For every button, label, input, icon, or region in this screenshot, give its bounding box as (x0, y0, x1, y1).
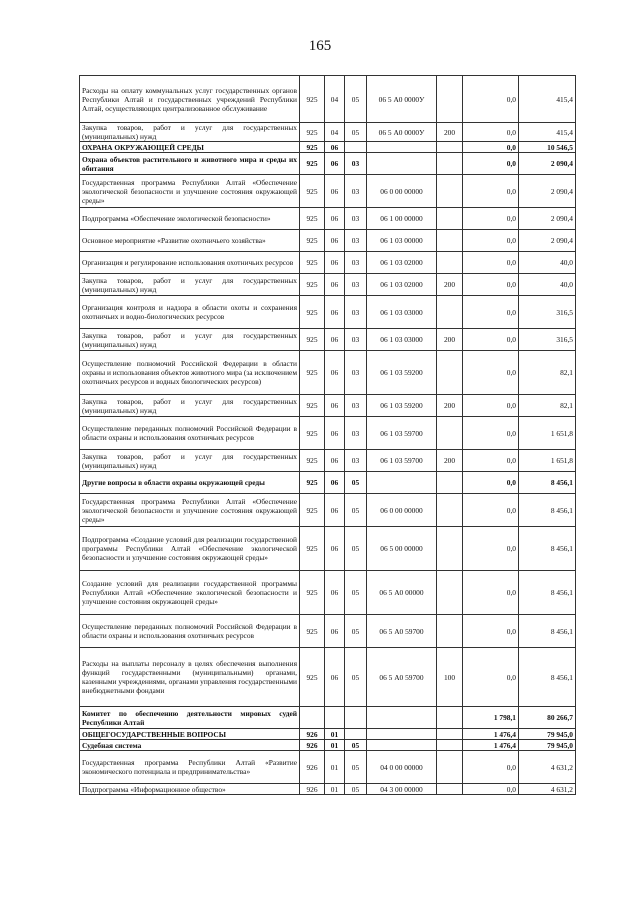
row-amount-1: 0,0 (463, 648, 519, 707)
row-subsection-code: 03 (345, 450, 367, 472)
table-row (80, 740, 576, 751)
row-expense-type (437, 740, 463, 751)
table-row (80, 274, 576, 296)
row-ministry-code: 925 (300, 329, 325, 351)
table-row (80, 450, 576, 472)
row-target-article: 06 5 А0 0000У (367, 123, 437, 142)
row-subsection-code: 05 (345, 740, 367, 751)
row-section-code: 06 (325, 296, 345, 329)
row-section-code: 06 (325, 417, 345, 450)
table-row (80, 296, 576, 329)
row-amount-2: 415,4 (519, 123, 576, 142)
row-subsection-code: 03 (345, 395, 367, 417)
row-amount-1: 0,0 (463, 142, 519, 153)
row-ministry-code: 925 (300, 230, 325, 252)
row-expense-type (437, 527, 463, 571)
row-amount-1: 0,0 (463, 784, 519, 795)
row-expense-type: 100 (437, 648, 463, 707)
table-row (80, 648, 576, 707)
row-target-article: 06 1 03 03000 (367, 296, 437, 329)
row-section-code: 01 (325, 740, 345, 751)
row-target-article: 06 5 00 00000 (367, 527, 437, 571)
table-row (80, 751, 576, 784)
table-row (80, 472, 576, 494)
row-ministry-code: 925 (300, 417, 325, 450)
row-expense-type: 200 (437, 274, 463, 296)
table-row (80, 707, 576, 729)
row-amount-1: 1 798,1 (463, 707, 519, 729)
row-ministry-code: 925 (300, 142, 325, 153)
table-row (80, 329, 576, 351)
row-target-article (367, 153, 437, 175)
row-subsection-code: 05 (345, 571, 367, 615)
row-expense-type: 200 (437, 329, 463, 351)
row-name: Основное мероприятие «Развитие охотничьего хозяйства» (80, 230, 300, 252)
row-subsection-code: 03 (345, 329, 367, 351)
row-section-code: 01 (325, 751, 345, 784)
row-amount-2: 82,1 (519, 395, 576, 417)
row-amount-1: 0,0 (463, 417, 519, 450)
row-amount-2: 415,4 (519, 76, 576, 123)
row-name: Расходы на выплаты персоналу в целях обеспечения выполнения функций государственными (муниципальными) органами, казенными учреждениями, органами управления государственными внебюджетными фондами (80, 648, 300, 707)
row-subsection-code (345, 142, 367, 153)
row-subsection-code: 05 (345, 648, 367, 707)
row-target-article: 06 5 А0 59700 (367, 615, 437, 648)
row-target-article: 06 1 03 03000 (367, 329, 437, 351)
row-amount-1: 0,0 (463, 208, 519, 230)
row-target-article (367, 472, 437, 494)
row-amount-2: 4 631,2 (519, 784, 576, 795)
row-amount-1: 0,0 (463, 123, 519, 142)
row-amount-2: 8 456,1 (519, 527, 576, 571)
row-expense-type (437, 751, 463, 784)
row-target-article: 06 1 00 00000 (367, 208, 437, 230)
row-section-code: 06 (325, 351, 345, 395)
row-amount-1: 0,0 (463, 252, 519, 274)
row-subsection-code: 05 (345, 123, 367, 142)
row-target-article: 06 1 03 02000 (367, 252, 437, 274)
row-target-article: 04 0 00 00000 (367, 751, 437, 784)
table-body (80, 76, 576, 795)
row-amount-1: 0,0 (463, 230, 519, 252)
row-expense-type (437, 252, 463, 274)
row-section-code: 06 (325, 329, 345, 351)
row-amount-1: 0,0 (463, 751, 519, 784)
budget-table (79, 75, 576, 795)
row-amount-1: 0,0 (463, 351, 519, 395)
row-ministry-code: 925 (300, 76, 325, 123)
table-row (80, 527, 576, 571)
row-name: ОХРАНА ОКРУЖАЮЩЕЙ СРЕДЫ (80, 142, 300, 153)
row-subsection-code: 03 (345, 296, 367, 329)
row-expense-type (437, 417, 463, 450)
row-subsection-code: 05 (345, 472, 367, 494)
row-subsection-code: 05 (345, 494, 367, 527)
row-section-code: 06 (325, 208, 345, 230)
row-ministry-code: 925 (300, 615, 325, 648)
row-name: Организация контроля и надзора в области охоты и сохранения охотничьих и водно-биологических ресурсов (80, 296, 300, 329)
row-name: Осуществление переданных полномочий Российской Федерации в области охраны и использования охотничьих ресурсов (80, 417, 300, 450)
row-amount-1: 0,0 (463, 395, 519, 417)
row-expense-type (437, 707, 463, 729)
table-row (80, 417, 576, 450)
row-amount-1: 0,0 (463, 296, 519, 329)
row-name: Осуществление полномочий Российской Федерации в области охраны и использования объектов животного мира (за исключением охотничьих ресурсов и водных биологических ресурсов) (80, 351, 300, 395)
row-name: Закупка товаров, работ и услуг для государственных (муниципальных) нужд (80, 123, 300, 142)
row-name: Судебная система (80, 740, 300, 751)
row-amount-2: 8 456,1 (519, 648, 576, 707)
row-amount-2: 2 090,4 (519, 208, 576, 230)
row-section-code: 06 (325, 153, 345, 175)
row-amount-2: 8 456,1 (519, 615, 576, 648)
row-expense-type (437, 142, 463, 153)
row-expense-type (437, 494, 463, 527)
row-target-article: 06 5 А0 00000 (367, 571, 437, 615)
row-amount-2: 316,5 (519, 329, 576, 351)
row-ministry-code: 925 (300, 274, 325, 296)
row-name: ОБЩЕГОСУДАРСТВЕННЫЕ ВОПРОСЫ (80, 729, 300, 740)
row-expense-type (437, 208, 463, 230)
row-amount-1: 0,0 (463, 615, 519, 648)
row-ministry-code: 925 (300, 208, 325, 230)
row-amount-1: 1 476,4 (463, 729, 519, 740)
row-section-code: 06 (325, 527, 345, 571)
row-amount-1: 1 476,4 (463, 740, 519, 751)
row-name: Государственная программа Республики Алтай «Развитие экономического потенциала и предпринимательства» (80, 751, 300, 784)
row-name: Подпрограмма «Обеспечение экологической безопасности» (80, 208, 300, 230)
row-amount-2: 82,1 (519, 351, 576, 395)
row-name: Закупка товаров, работ и услуг для государственных (муниципальных) нужд (80, 329, 300, 351)
row-section-code: 06 (325, 175, 345, 208)
row-subsection-code: 05 (345, 615, 367, 648)
row-expense-type (437, 615, 463, 648)
table-row (80, 208, 576, 230)
row-ministry-code: 925 (300, 494, 325, 527)
row-name: Расходы на оплату коммунальных услуг государственных органов Республики Алтай и государственных учреждений Республики Алтай, осуществляющих централизованное обслуживание (80, 76, 300, 123)
row-target-article (367, 740, 437, 751)
row-amount-2: 8 456,1 (519, 571, 576, 615)
row-expense-type: 200 (437, 123, 463, 142)
row-amount-2: 79 945,0 (519, 729, 576, 740)
row-name: Подпрограмма «Создание условий для реализации государственной программы Республики Алтай «Обеспечение экологической безопасности и улучшение состояния окружающей среды» (80, 527, 300, 571)
row-ministry-code: 925 (300, 296, 325, 329)
row-subsection-code (345, 707, 367, 729)
row-ministry-code: 925 (300, 351, 325, 395)
row-ministry-code: 926 (300, 740, 325, 751)
row-section-code: 04 (325, 123, 345, 142)
row-name: Подпрограмма «Информационное общество» (80, 784, 300, 795)
row-amount-1: 0,0 (463, 153, 519, 175)
row-name: Закупка товаров, работ и услуг для государственных (муниципальных) нужд (80, 450, 300, 472)
row-ministry-code: 925 (300, 252, 325, 274)
row-section-code: 06 (325, 395, 345, 417)
row-target-article: 06 1 03 59200 (367, 351, 437, 395)
row-amount-1: 0,0 (463, 450, 519, 472)
row-amount-2: 40,0 (519, 274, 576, 296)
row-section-code (325, 707, 345, 729)
row-ministry-code: 925 (300, 648, 325, 707)
row-expense-type (437, 153, 463, 175)
row-amount-1: 0,0 (463, 329, 519, 351)
row-name: Создание условий для реализации государственной программы Республики Алтай «Обеспечение экологической безопасности и улучшение состояния окружающей среды» (80, 571, 300, 615)
row-name: Закупка товаров, работ и услуг для государственных (муниципальных) нужд (80, 395, 300, 417)
table-row (80, 123, 576, 142)
row-subsection-code: 05 (345, 784, 367, 795)
row-amount-1: 0,0 (463, 175, 519, 208)
row-name: Организация и регулирование использования охотничьих ресурсов (80, 252, 300, 274)
row-amount-2: 40,0 (519, 252, 576, 274)
row-target-article: 06 1 03 59700 (367, 417, 437, 450)
row-amount-2: 8 456,1 (519, 494, 576, 527)
row-amount-2: 1 651,8 (519, 417, 576, 450)
row-name: Другие вопросы в области охраны окружающей среды (80, 472, 300, 494)
row-name: Комитет по обеспечению деятельности мировых судей Республики Алтай (80, 707, 300, 729)
row-expense-type (437, 296, 463, 329)
row-section-code: 06 (325, 472, 345, 494)
row-ministry-code: 926 (300, 751, 325, 784)
row-name: Осуществление переданных полномочий Российской Федерации в области охраны и использования охотничьих ресурсов (80, 615, 300, 648)
table-row (80, 615, 576, 648)
row-ministry-code: 926 (300, 784, 325, 795)
row-section-code: 06 (325, 142, 345, 153)
row-name: Закупка товаров, работ и услуг для государственных (муниципальных) нужд (80, 274, 300, 296)
row-target-article (367, 142, 437, 153)
row-expense-type: 200 (437, 450, 463, 472)
page-number: 165 (308, 38, 332, 54)
row-target-article (367, 707, 437, 729)
row-amount-2: 2 090,4 (519, 230, 576, 252)
row-target-article: 06 0 00 00000 (367, 494, 437, 527)
row-target-article: 06 1 03 00000 (367, 230, 437, 252)
row-section-code: 01 (325, 729, 345, 740)
table-row (80, 142, 576, 153)
row-target-article: 04 3 00 00000 (367, 784, 437, 795)
row-amount-1: 0,0 (463, 527, 519, 571)
row-ministry-code: 925 (300, 123, 325, 142)
row-amount-1: 0,0 (463, 472, 519, 494)
row-target-article: 06 1 03 02000 (367, 274, 437, 296)
table-row (80, 252, 576, 274)
row-ministry-code (300, 707, 325, 729)
row-section-code: 06 (325, 450, 345, 472)
row-name: Государственная программа Республики Алтай «Обеспечение экологической безопасности и улучшение состояния окружающей среды» (80, 494, 300, 527)
row-subsection-code (345, 729, 367, 740)
row-ministry-code: 925 (300, 472, 325, 494)
row-amount-2: 1 651,8 (519, 450, 576, 472)
row-amount-2: 80 266,7 (519, 707, 576, 729)
row-amount-2: 8 456,1 (519, 472, 576, 494)
row-ministry-code: 925 (300, 395, 325, 417)
row-subsection-code: 03 (345, 252, 367, 274)
table-row (80, 571, 576, 615)
row-expense-type (437, 729, 463, 740)
row-section-code: 04 (325, 76, 345, 123)
row-expense-type (437, 571, 463, 615)
row-expense-type (437, 472, 463, 494)
table-row (80, 230, 576, 252)
table-row (80, 175, 576, 208)
row-target-article (367, 729, 437, 740)
row-amount-1: 0,0 (463, 76, 519, 123)
row-subsection-code: 03 (345, 230, 367, 252)
row-ministry-code: 925 (300, 527, 325, 571)
row-expense-type (437, 784, 463, 795)
row-amount-2: 2 090,4 (519, 153, 576, 175)
row-section-code: 06 (325, 230, 345, 252)
row-target-article: 06 5 А0 0000У (367, 76, 437, 123)
row-section-code: 06 (325, 648, 345, 707)
row-subsection-code: 03 (345, 153, 367, 175)
table-row (80, 729, 576, 740)
row-subsection-code: 05 (345, 527, 367, 571)
row-subsection-code: 03 (345, 417, 367, 450)
row-expense-type (437, 175, 463, 208)
table-row (80, 494, 576, 527)
table-row (80, 351, 576, 395)
row-subsection-code: 03 (345, 351, 367, 395)
row-amount-2: 79 945,0 (519, 740, 576, 751)
row-section-code: 06 (325, 571, 345, 615)
row-subsection-code: 05 (345, 751, 367, 784)
row-ministry-code: 925 (300, 153, 325, 175)
row-subsection-code: 05 (345, 76, 367, 123)
table-row (80, 76, 576, 123)
table-row (80, 395, 576, 417)
row-amount-1: 0,0 (463, 274, 519, 296)
row-amount-2: 4 631,2 (519, 751, 576, 784)
row-section-code: 06 (325, 494, 345, 527)
row-target-article: 06 0 00 00000 (367, 175, 437, 208)
row-subsection-code: 03 (345, 175, 367, 208)
row-section-code: 06 (325, 252, 345, 274)
row-target-article: 06 1 03 59700 (367, 450, 437, 472)
row-section-code: 06 (325, 615, 345, 648)
row-ministry-code: 925 (300, 571, 325, 615)
row-amount-1: 0,0 (463, 571, 519, 615)
row-amount-2: 2 090,4 (519, 175, 576, 208)
row-expense-type (437, 76, 463, 123)
row-expense-type: 200 (437, 395, 463, 417)
row-name: Государственная программа Республики Алтай «Обеспечение экологической безопасности и улучшение состояния окружающей среды» (80, 175, 300, 208)
row-expense-type (437, 351, 463, 395)
row-name: Охрана объектов растительного и животного мира и среды их обитания (80, 153, 300, 175)
row-section-code: 01 (325, 784, 345, 795)
row-ministry-code: 926 (300, 729, 325, 740)
row-amount-2: 10 546,5 (519, 142, 576, 153)
row-expense-type (437, 230, 463, 252)
row-amount-2: 316,5 (519, 296, 576, 329)
row-target-article: 06 5 А0 59700 (367, 648, 437, 707)
row-ministry-code: 925 (300, 175, 325, 208)
row-subsection-code: 03 (345, 274, 367, 296)
row-ministry-code: 925 (300, 450, 325, 472)
row-section-code: 06 (325, 274, 345, 296)
table-row (80, 784, 576, 795)
row-target-article: 06 1 03 59200 (367, 395, 437, 417)
row-subsection-code: 03 (345, 208, 367, 230)
table-row (80, 153, 576, 175)
row-amount-1: 0,0 (463, 494, 519, 527)
